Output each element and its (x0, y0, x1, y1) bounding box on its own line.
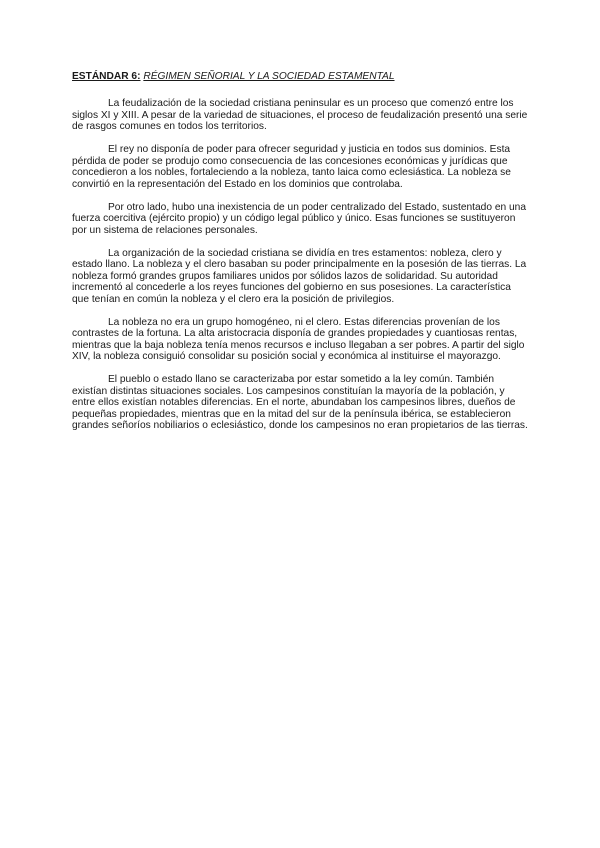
paragraph-nobility: La nobleza no era un grupo homogéneo, ni el clero. Estas diferencias provenían de los contrastes de la fortuna. La alta aristocracia disponía de grandes propiedades y cuantiosas rentas, mientras que la baja nobleza tenía menos recursos e incluso llegaban a ser pobres. A partir del siglo XIV, la nobleza consiguió consolidar su posición social y económica al instituirse el mayorazgo. (72, 316, 525, 362)
paragraph-state-decentralization: Por otro lado, hubo una inexistencia de un poder centralizado del Estado, sustentado en una fuerza coercitiva (ejército propio) y un código legal público y único. Esas funciones se sustituyeron por un sistema de relaciones personales. (72, 201, 526, 236)
heading-subject: RÉGIMEN SEÑORIAL Y LA SOCIEDAD ESTAMENTAL (143, 71, 395, 82)
paragraph-commoners: El pueblo o estado llano se caracterizaba por estar sometido a la ley común. También existían distintas situaciones sociales. Los campesinos constituían la mayoría de la población, y entre ellos existían notables diferencias. En el norte, abundaban los campesinos libres, dueños de pequeñas propiedades, mientras que en la mitad del sur de la península ibérica, se establecieron grandes señoríos nobiliarios o eclesiástico, donde los campesinos no eran propietarios de las tierras. (72, 374, 528, 431)
paragraph-king-power: El rey no disponía de poder para ofrecer seguridad y justicia en todos sus dominios. Esta pérdida de poder se produjo como consecuencia de las concesiones económicas y jurídicas que concedieron a los nobles, fortaleciendo a la nobleza, tanto laica como eclesiástica. La nobleza se convirtió en la representación del Estado en los dominios que controlaba. (72, 144, 511, 190)
paragraph-estates: La organización de la sociedad cristiana se dividía en tres estamentos: nobleza, clero y estado llano. La nobleza y el clero basaban su poder principalmente en la posesión de las tierras. La nobleza formó grandes grupos familiares unidos por sólidos lazos de solidaridad. Su autoridad incrementó al concederle a los reyes funciones del gobierno en sus posesiones. La característica que tenían en común la nobleza y el clero era la posición de privilegios. (72, 247, 527, 305)
document-heading (72, 70, 528, 84)
heading-standard-label: ESTÁNDAR 6: (72, 71, 141, 82)
document-page (72, 70, 528, 443)
paragraph-feudalization: La feudalización de la sociedad cristiana peninsular es un proceso que comenzó entre los siglos XI y XIII. A pesar de la variedad de situaciones, el proceso de feudalización presentó una serie de rasgos comunes en todos los territorios. (72, 98, 528, 132)
